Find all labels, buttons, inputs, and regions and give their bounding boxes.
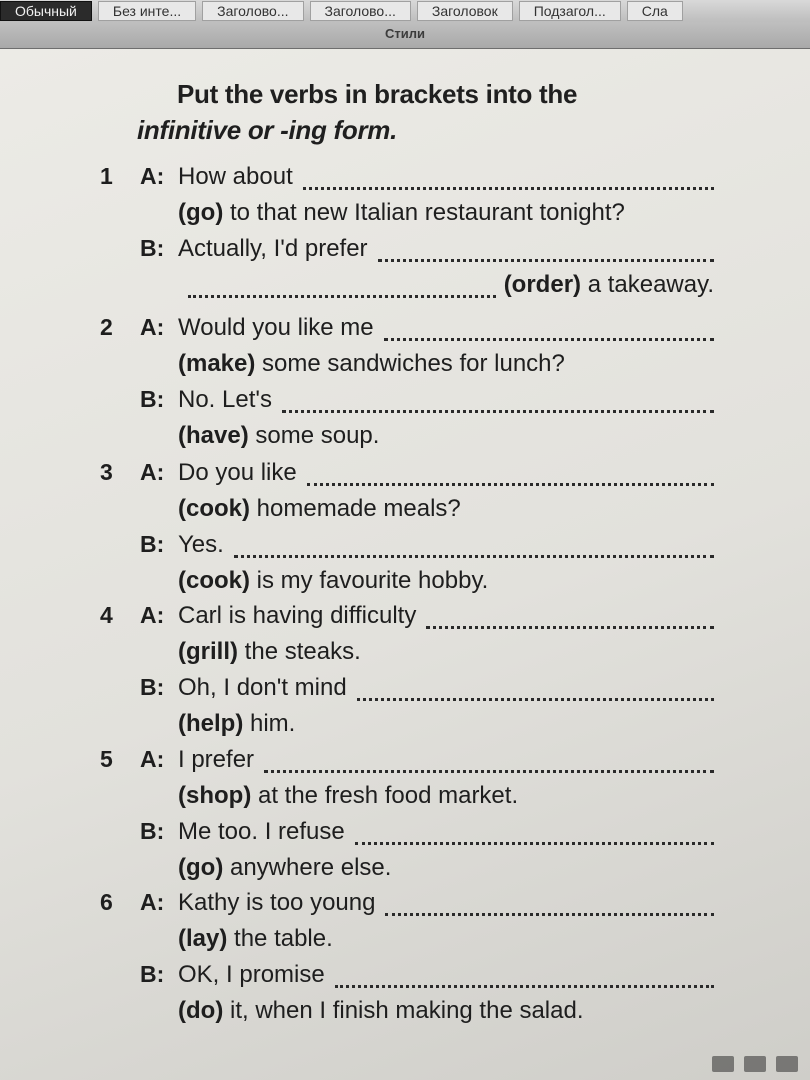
instruction-title-line-1: Put the verbs in brackets into the <box>177 79 578 109</box>
speaker-a-prompt: Would you like me <box>178 314 374 341</box>
answer-blank[interactable] <box>264 770 714 773</box>
answer-blank[interactable] <box>335 985 714 988</box>
speaker-a-label: A: <box>140 746 165 772</box>
speaker-b-label: B: <box>140 531 165 557</box>
speaker-a-continuation <box>178 925 333 953</box>
speaker-b-prompt: Me too. I refuse <box>178 818 345 845</box>
exercise-number: 6 <box>100 889 113 915</box>
speaker-a-label: A: <box>140 314 165 340</box>
sentence-rest: anywhere else. <box>229 854 392 881</box>
sentence-rest: him. <box>250 710 296 737</box>
speaker-a-label: A: <box>140 459 165 485</box>
speaker-a-prompt: Carl is having difficulty <box>178 602 417 629</box>
speaker-b-label: B: <box>140 235 165 261</box>
speaker-b-prompt: Oh, I don't mind <box>178 674 347 701</box>
speaker-b-continuation <box>178 567 488 595</box>
verb-in-brackets: (lay) <box>178 925 228 952</box>
answer-blank[interactable] <box>385 913 714 916</box>
answer-blank[interactable] <box>357 698 714 701</box>
verb-in-brackets: (cook) <box>178 495 250 522</box>
sentence-rest: the steaks. <box>244 638 361 665</box>
speaker-b-continuation <box>178 854 391 882</box>
verb-in-brackets: (have) <box>178 422 249 449</box>
sentence-rest: some soup. <box>255 422 380 449</box>
style-heading-1[interactable]: Заголово... <box>202 1 303 21</box>
print-layout-icon[interactable] <box>744 1056 766 1072</box>
verb-in-brackets: (order) <box>503 271 582 298</box>
speaker-b-label: B: <box>140 386 165 412</box>
style-heading-2[interactable]: Заголово... <box>310 1 411 21</box>
verb-in-brackets: (cook) <box>178 567 250 594</box>
document-page[interactable] <box>0 49 810 1080</box>
speaker-a-prompt: I prefer <box>178 746 255 773</box>
speaker-a-continuation <box>178 495 461 523</box>
verb-in-brackets: (go) <box>178 854 224 881</box>
exercise-number: 1 <box>100 163 113 189</box>
answer-blank[interactable] <box>282 410 714 413</box>
answer-blank[interactable] <box>355 842 714 845</box>
speaker-a-continuation <box>178 782 518 810</box>
speaker-a-label: A: <box>140 602 165 628</box>
sentence-rest: some sandwiches for lunch? <box>262 350 565 377</box>
verb-in-brackets: (do) <box>178 997 224 1024</box>
speaker-b-prompt: Actually, I'd prefer <box>178 235 368 262</box>
speaker-b-label: B: <box>140 961 165 987</box>
speaker-a-continuation <box>178 638 361 666</box>
style-subtle[interactable]: Сла <box>627 1 683 21</box>
speaker-b-continuation <box>178 710 295 738</box>
speaker-a-prompt: Do you like <box>178 459 297 486</box>
sentence-rest: the table. <box>234 925 333 952</box>
style-normal[interactable]: Обычный <box>0 1 92 21</box>
answer-blank[interactable] <box>234 555 714 558</box>
styles-group-bar <box>0 22 810 49</box>
sentence-rest: homemade meals? <box>256 495 461 522</box>
speaker-b-label: B: <box>140 674 165 700</box>
answer-blank[interactable] <box>188 295 496 298</box>
style-subtitle[interactable]: Подзагол... <box>519 1 621 21</box>
exercise-number: 4 <box>100 602 113 628</box>
styles-ribbon <box>0 0 810 23</box>
speaker-b-continuation <box>178 422 379 450</box>
speaker-a-prompt: Kathy is too young <box>178 889 376 916</box>
speaker-b-prompt: Yes. <box>178 531 224 558</box>
exercise-number: 2 <box>100 314 113 340</box>
read-mode-icon[interactable] <box>712 1056 734 1072</box>
sentence-rest: to that new Italian restaurant tonight? <box>229 199 625 226</box>
speaker-b-continuation <box>178 997 584 1025</box>
exercise-number: 5 <box>100 746 113 772</box>
view-controls <box>712 1056 798 1072</box>
speaker-a-prompt: How about <box>178 163 293 190</box>
style-no-spacing[interactable]: Без инте... <box>98 1 196 21</box>
sentence-rest: is my favourite hobby. <box>256 567 489 594</box>
verb-in-brackets: (help) <box>178 710 244 737</box>
answer-blank[interactable] <box>426 626 714 629</box>
verb-in-brackets: (shop) <box>178 782 252 809</box>
speaker-b-continuation <box>504 271 714 299</box>
style-heading[interactable]: Заголовок <box>417 1 513 21</box>
sentence-rest: a takeaway. <box>587 271 714 298</box>
verb-in-brackets: (grill) <box>178 638 238 665</box>
speaker-a-label: A: <box>140 163 165 189</box>
styles-group-label: Стили <box>385 26 425 41</box>
instruction-title-line-2: infinitive or -ing form. <box>137 115 398 145</box>
answer-blank[interactable] <box>303 187 714 190</box>
answer-blank[interactable] <box>307 483 714 486</box>
web-layout-icon[interactable] <box>776 1056 798 1072</box>
speaker-b-label: B: <box>140 818 165 844</box>
speaker-a-label: A: <box>140 889 165 915</box>
speaker-a-continuation <box>178 350 565 378</box>
sentence-rest: at the fresh food market. <box>257 782 519 809</box>
answer-blank[interactable] <box>384 338 714 341</box>
exercise-number: 3 <box>100 459 113 485</box>
sentence-rest: it, when I finish making the salad. <box>229 997 584 1024</box>
speaker-b-prompt: OK, I promise <box>178 961 325 988</box>
speaker-a-continuation <box>178 199 625 227</box>
verb-in-brackets: (make) <box>178 350 256 377</box>
verb-in-brackets: (go) <box>178 199 224 226</box>
answer-blank[interactable] <box>378 259 714 262</box>
speaker-b-prompt: No. Let's <box>178 386 272 413</box>
